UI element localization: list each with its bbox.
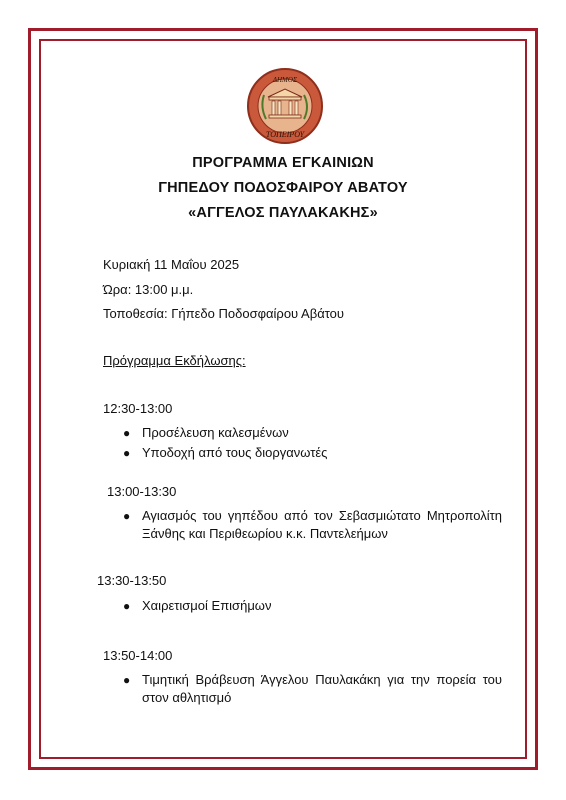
bullet-icon: ● [123,599,131,613]
title-line-3: «ΑΓΓΕΛΟΣ ΠΑΥΛΑΚΑΚΗΣ» [188,205,378,221]
slot-time: 13:00-13:30 [107,484,177,499]
slot-time: 13:30-13:50 [97,573,167,588]
slot-items [123,597,502,615]
slot-time: 13:50-14:00 [103,648,173,663]
bullet-icon: ● [123,426,131,440]
event-location: Τοποθεσία: Γήπεδο Ποδοσφαίρου Αβάτου [103,306,345,321]
bullet-icon: ● [123,673,131,687]
slot-items [123,671,502,707]
svg-text:ΤΟΠΕΙΡΟΥ: ΤΟΠΕΙΡΟΥ [265,130,305,139]
list-item: ● Τιμητική Βράβευση Άγγελου Παυλακάκη για την πορεία του στον αθλητισμό [123,672,502,705]
slot-time: 12:30-13:00 [103,401,173,416]
title-line-1: ΠΡΟΓΡΑΜΜΑ ΕΓΚΑΙΝΙΩΝ [192,155,374,171]
bullet-icon: ● [123,509,131,523]
municipality-seal-logo [246,67,324,145]
title-line-2: ΓΗΠΕΔΟΥ ΠΟΔΟΣΦΑΙΡΟΥ ΑΒΑΤΟΥ [158,180,408,196]
program-heading: Πρόγραμμα Εκδήλωσης: [103,353,246,368]
list-item: ● Χαιρετισμοί Επισήμων [123,598,272,613]
list-item: ● Υποδοχή από τους διοργανωτές [123,445,328,460]
list-item: ● Προσέλευση καλεσμένων [123,425,289,440]
slot-items [123,507,502,543]
list-item: ● Αγιασμός του γηπέδου από τον Σεβασμιώτατο Μητροπολίτη Ξάνθης και Περιθεωρίου κ.κ. Παντελεήμων [123,508,502,541]
slot-items [123,424,502,462]
event-date: Κυριακή 11 Μαΐου 2025 [103,257,240,272]
bullet-icon: ● [123,446,131,460]
svg-text:ΔΗΜΟΣ: ΔΗΜΟΣ [272,76,298,84]
event-time: Ώρα: 13:00 μ.μ. [103,282,194,297]
